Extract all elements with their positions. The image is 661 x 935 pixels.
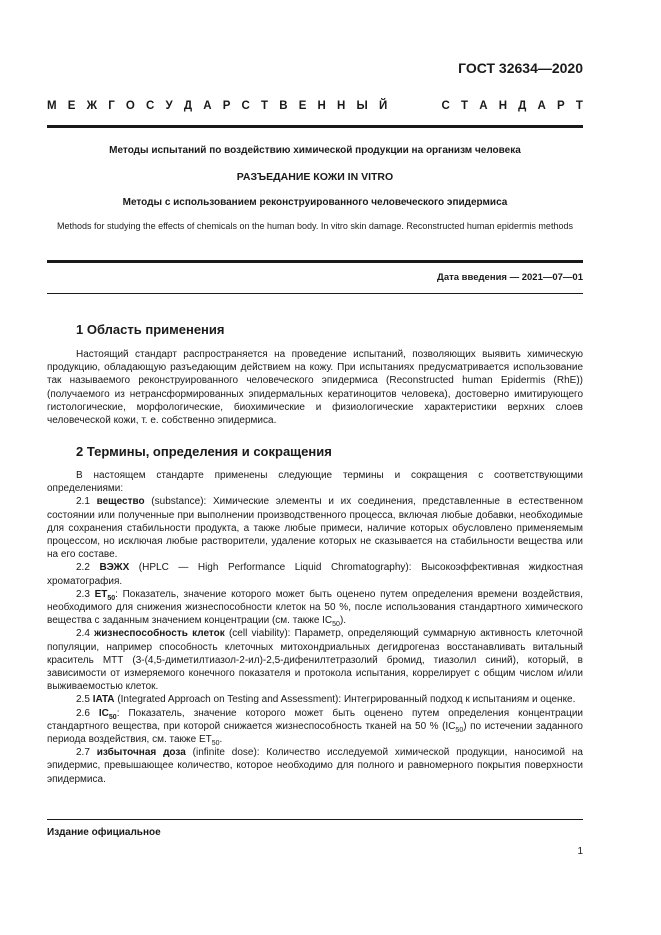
section-2-text: [47, 469, 583, 786]
introduction-date: Дата введения — 2021—07—01: [437, 272, 583, 283]
term-2-1: 2.1 вещество (substance): Химические элементы и их соединения, представленные в естественном состоянии или полученные при выполнении производственного процесса, включая любые добавки, необходимые для сохранения стабильности продукта, а также любые примеси, наличие которых обусловлено применяемым процессом, но исключая любые растворители, удаление которых не сказывается на стабильности вещества или на его составе.: [47, 496, 583, 561]
banner-letter: С: [241, 100, 250, 112]
title-rule: [47, 260, 583, 263]
banner-letter: С: [146, 100, 155, 112]
term-2-5: 2.5 IATA (Integrated Approach on Testing and Assessment): Интегрированный подход к испытаниям и оценке.: [76, 694, 576, 706]
section-1-heading: 1 Область применения: [76, 322, 225, 337]
banner-letter: [427, 100, 430, 112]
banner-letter: М: [47, 100, 57, 112]
banner-letter: О: [125, 100, 135, 112]
banner-letter: Ж: [86, 100, 98, 112]
banner-letter: У: [165, 100, 173, 112]
title-english: Methods for studying the effects of chemicals on the human body. In vitro skin damage. Reconstructed human epidermis methods: [57, 221, 573, 231]
banner-letter: Т: [461, 100, 469, 112]
banner-letter: Р: [557, 100, 565, 112]
term-2-3: 2.3 $ET_{50}$: Показатель, значение которого может быть оценено путем определения времени воздействия, необходимого для снижения жизнеспособности клеток на 50 %, после использования стандартного химического вещества с заданным значением концентрации (см. также $IC_{50}$).: [47, 588, 583, 629]
date-rule: [47, 293, 583, 294]
banner-letter: [413, 100, 416, 112]
official-edition-label: Издание официальное: [47, 827, 161, 838]
interstate-standard-banner: [47, 100, 583, 112]
standard-code: ГОСТ 32634—2020: [458, 60, 583, 76]
banner-letter: Е: [67, 100, 76, 112]
banner-letter: Т: [575, 100, 583, 112]
banner-letter: Ы: [356, 100, 368, 112]
banner-letter: Г: [108, 100, 115, 112]
term-2-4: 2.4 жизнеспособность клеток (cell viability): Параметр, определяющий суммарную активность клеточной популяции, например способность клеточных митохондриальных дегидрогеназ восстанавливать витальный краситель МТТ (3-(4,5-диметилтиазол-2-ил)-2,5-дифенилтетразолий бромид, тиазолил синий), который, в зависимости от измеряемого конечного показателя и протокола испытания, коррелирует с общим числом и/или выживаемостью клеток.: [47, 628, 583, 693]
banner-letter: А: [479, 100, 488, 112]
banner-letter: А: [203, 100, 212, 112]
title-line-2: РАЗЪЕДАНИЕ КОЖИ IN VITRO: [236, 171, 394, 183]
term-2-2: 2.2 ВЭЖХ (HPLC — High Performance Liquid Chromatography): Высокоэффективная жидкостная хроматография.: [47, 562, 584, 587]
section-2-heading: 2 Термины, определения и сокращения: [76, 444, 332, 459]
term-2-7: 2.7 избыточная доза (infinite dose): Количество исследуемой химической продукции, наносимой на эпидермис, превышающее количество, которое необходимо для полного и равномерного покрытия поверхности эпидермиса.: [47, 747, 583, 785]
header-rule: [47, 125, 583, 128]
banner-letter: Н: [317, 100, 326, 112]
section-2-intro: В настоящем стандарте применены следующие термины и сокращения с соответствующими определениями:: [47, 470, 583, 495]
term-2-6: 2.6 $IC_{50}$: Показатель, значение которого может быть оценено путем определения концентрации стандартного вещества, при которой снижается жизнеспособность тканей на 50 % $(IC_{50})$ по истечении заданного периода воздействия, см. также $ET_{50}$.: [47, 707, 583, 748]
section-1-paragraph: Настоящий стандарт распространяется на проведение испытаний, позволяющих выявить химическую продукцию, обладающую разъедающим действием на кожу. При испытаниях предусматривается использование так называемого реконструированного человеческого эпидермиса (Reconstructed human Epidermis (RhE)) (получаемого из нетрансформированных эпидермальных кератиноцитов человека), достоверно имитирующего гистологические, морфологические, биохимические и физиологические характеристики верхних слоев человеческой кожи, т. е. собственно эпидермиса.: [47, 349, 583, 427]
title-line-1: Методы испытаний по воздействию химической продукции на организм человека: [109, 145, 521, 156]
banner-letter: Д: [518, 100, 527, 112]
banner-letter: Р: [222, 100, 231, 112]
banner-letter: Т: [261, 100, 269, 112]
footer-rule: [47, 819, 583, 820]
section-1-text: [47, 348, 583, 427]
banner-letter: Д: [183, 100, 193, 112]
banner-letter: Й: [378, 100, 388, 112]
banner-letter: [398, 100, 401, 112]
banner-letter: В: [279, 100, 288, 112]
banner-letter: Н: [337, 100, 346, 112]
banner-letter: Н: [498, 100, 507, 112]
title-line-3: Методы с использованием реконструированного человеческого эпидермиса: [122, 197, 508, 208]
page-number: 1: [577, 846, 583, 857]
banner-letter: А: [537, 100, 546, 112]
banner-letter: Е: [298, 100, 307, 112]
banner-letter: С: [441, 100, 450, 112]
